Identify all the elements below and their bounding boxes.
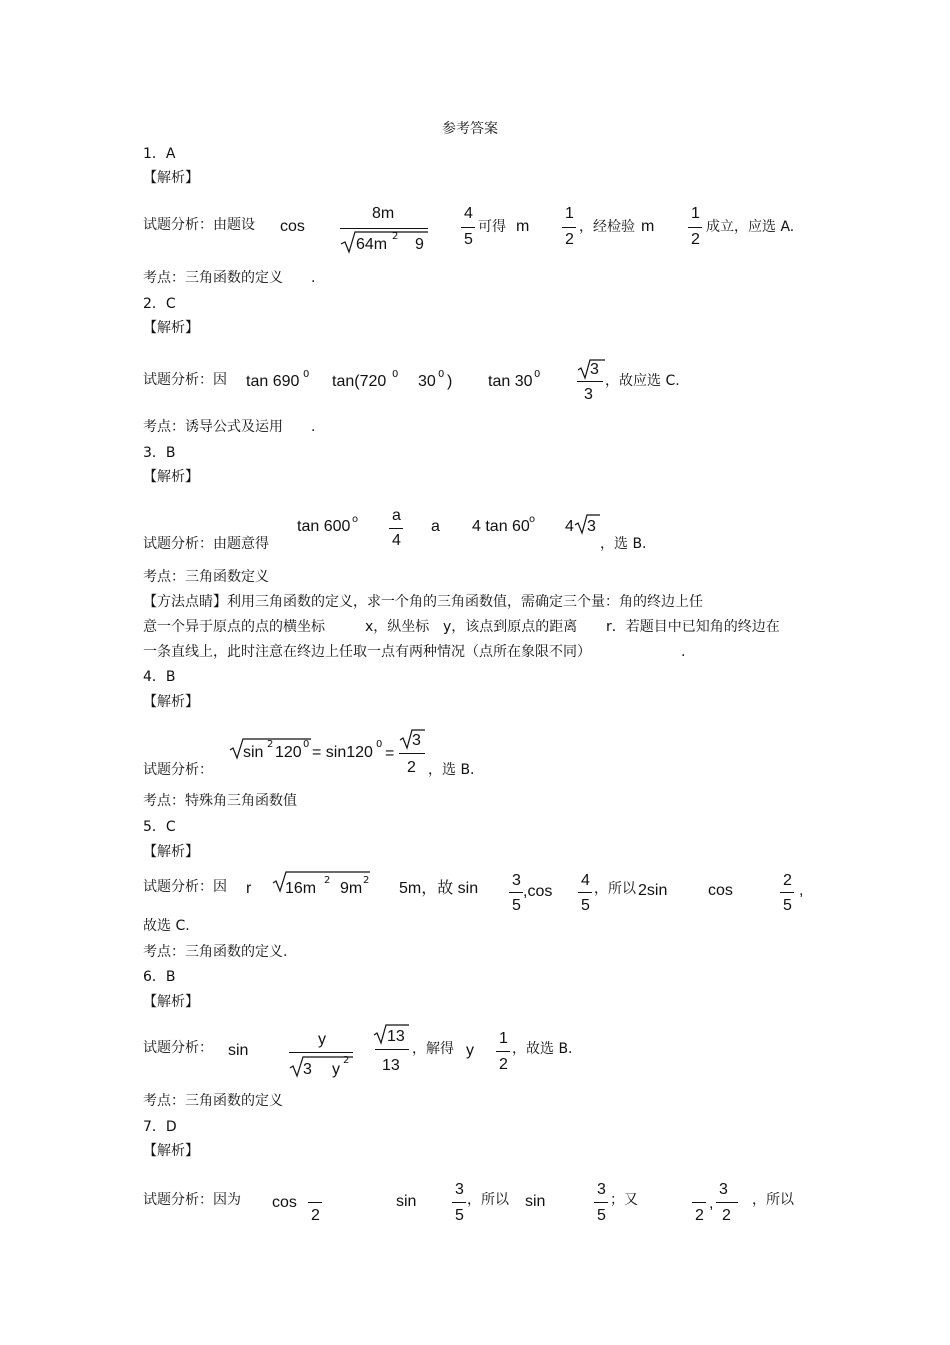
frac-den: 5 [783, 897, 792, 914]
math: ) [447, 373, 453, 390]
text: ，选 B. [600, 536, 647, 552]
text: 成立，应选 A. [706, 219, 795, 235]
superscript: 2 [392, 231, 399, 242]
fraction-bar [461, 227, 475, 228]
text: ，所以 [594, 881, 636, 897]
degree: o [352, 514, 359, 525]
text: ，经检验 [579, 219, 635, 235]
frac-den: 5 [581, 897, 590, 914]
frac-den: 3 [584, 386, 593, 403]
text: ，解得 [412, 1041, 454, 1057]
numerator: 8m [372, 205, 395, 222]
frac-den: 5 [597, 1207, 606, 1224]
superscript: 2 [267, 739, 274, 750]
fraction-bar [577, 381, 603, 382]
method-line-1: 【方法点睛】利用三角函数的定义，求一个角的三角函数值，需确定三个量：角的终边上任 [143, 594, 703, 610]
math: sin [396, 1193, 417, 1210]
degree: o [529, 514, 536, 525]
radicand: 3 [303, 1061, 312, 1078]
frac-den: 5 [512, 897, 521, 914]
frac-den: 2 [722, 1207, 731, 1224]
frac-num: 3 [512, 872, 521, 889]
kaodian: 考点：诱导公式及运用 [143, 419, 283, 435]
math: sin [525, 1193, 546, 1210]
math: tan(720 [332, 373, 387, 390]
frac-num: 1 [565, 205, 574, 222]
analysis-label: 试题分析：因为 [143, 1192, 241, 1208]
text: ，故选 B. [512, 1041, 573, 1057]
dot: . [311, 270, 316, 286]
frac-num: 4 [464, 205, 473, 222]
radicand: 16m [285, 880, 317, 897]
jiexi-label: 【解析】 [143, 320, 199, 336]
analysis-label: 试题分析： [143, 762, 213, 778]
math: tan 690 [246, 373, 300, 390]
radicand: 3 [590, 361, 599, 378]
fraction-bar [308, 1202, 322, 1203]
text: ，所以 [467, 1192, 509, 1208]
text: ，故应选 C. [605, 373, 680, 389]
math: sin [243, 744, 264, 761]
frac-den: 5 [464, 231, 473, 248]
frac-num: 2 [783, 872, 792, 889]
text: ，所以 [752, 1192, 794, 1208]
superscript: 2 [363, 875, 370, 886]
fraction-bar [375, 1049, 409, 1050]
kaodian: 考点：三角函数的定义 [143, 1093, 283, 1109]
fraction-bar [496, 1051, 510, 1052]
method-line-2: 意一个异于原点的点的横坐标 [143, 619, 325, 635]
answer-1: 1．A [143, 146, 176, 162]
math: tan 600 [297, 518, 351, 535]
radicand: 64m [356, 236, 388, 253]
math: 30 [418, 373, 436, 390]
jiexi-label: 【解析】 [143, 469, 199, 485]
math: = sin120 [312, 744, 373, 761]
fraction-bar [692, 1202, 706, 1203]
fraction-bar [289, 1052, 353, 1053]
degree: 0 [303, 739, 310, 750]
equals: = [385, 745, 395, 762]
fraction-bar [389, 528, 403, 529]
math: 4 [565, 518, 574, 535]
kaodian: 考点：三角函数定义 [143, 569, 269, 585]
frac-den: 2 [499, 1056, 508, 1073]
math: cos [272, 1194, 297, 1211]
fraction-bar [716, 1202, 738, 1203]
math: 120 [275, 744, 302, 761]
var-m: m [516, 218, 530, 235]
jiexi-label: 【解析】 [143, 170, 199, 186]
answer-2: 2．C [143, 296, 176, 312]
comma: , [709, 1195, 714, 1212]
analysis-label: 试题分析：因 [143, 372, 227, 388]
comma: , [799, 882, 804, 899]
math: cos [708, 882, 733, 899]
method-line-2y: y，该点到原点的距离 [443, 619, 578, 635]
radicand-9: 9 [415, 236, 424, 253]
method-line-2r: r．若题目中已知角的终边在 [606, 619, 780, 635]
answer-5: 5．C [143, 819, 176, 835]
answer-6: 6．B [143, 969, 176, 985]
fraction-bar [452, 1202, 466, 1203]
fraction-bar [780, 892, 794, 893]
fraction-bar [562, 227, 576, 228]
frac-num: 4 [581, 872, 590, 889]
answer-7: 7．D [143, 1119, 177, 1135]
math: 4 tan 60 [472, 518, 530, 535]
method-line-3: 一条直线上，此时注意在终边上任取一点有两种情况（点所在象限不同） [143, 644, 591, 660]
jiexi-label: 【解析】 [143, 844, 199, 860]
frac-num: y [318, 1031, 326, 1048]
radicand: 9m [340, 880, 363, 897]
frac-den: 5 [455, 1207, 464, 1224]
radicand: 13 [387, 1028, 405, 1045]
degree: 0 [376, 739, 383, 750]
frac-den: 2 [311, 1207, 320, 1224]
math: sin [228, 1042, 249, 1059]
math-cos: cos [280, 218, 305, 235]
frac-num: a [392, 507, 401, 524]
frac-den: 2 [691, 231, 700, 248]
radicand: 3 [412, 732, 421, 749]
var-m: m [641, 218, 655, 235]
frac-den: 2 [695, 1207, 704, 1224]
frac-num: 3 [719, 1181, 728, 1198]
analysis-label: 试题分析：由题设 [143, 217, 255, 233]
math: ,cos [523, 883, 553, 900]
text: ，选 B. [428, 762, 475, 778]
analysis-label: 试题分析：因 [143, 879, 227, 895]
superscript: 2 [343, 1055, 350, 1066]
frac-num: 3 [455, 1181, 464, 1198]
frac-den: 2 [565, 231, 574, 248]
kaodian: 考点：特殊角三角函数值 [143, 793, 297, 809]
fraction-bar [340, 228, 428, 229]
answer-3: 3．B [143, 445, 176, 461]
frac-den: 2 [407, 759, 416, 776]
fraction-bar [509, 892, 523, 893]
superscript: 2 [324, 875, 331, 886]
var-r: r [246, 880, 252, 897]
jiexi-label: 【解析】 [143, 994, 199, 1010]
kaodian: 考点：三角函数的定义. [143, 944, 288, 960]
degree: 0 [438, 369, 445, 380]
degree: 0 [303, 369, 310, 380]
frac-num: 3 [597, 1181, 606, 1198]
degree: 0 [534, 369, 541, 380]
radicand: y [332, 1061, 340, 1078]
fraction-bar [688, 227, 702, 228]
fraction-bar [399, 753, 425, 754]
text: ；又 [610, 1192, 638, 1208]
dot: . [311, 419, 316, 435]
answer-4: 4．B [143, 669, 176, 685]
var-a: a [431, 518, 440, 535]
math: 2sin [638, 882, 668, 899]
conclusion: 故选 C. [143, 918, 190, 934]
jiexi-label: 【解析】 [143, 1143, 199, 1159]
analysis-label: 试题分析：由题意得 [143, 536, 269, 552]
text: 可得 [478, 219, 506, 235]
kaodian: 考点：三角函数的定义 [143, 270, 283, 286]
jiexi-label: 【解析】 [143, 694, 199, 710]
degree: 0 [392, 369, 399, 380]
var-y: y [466, 1042, 474, 1059]
frac-num: 1 [691, 205, 700, 222]
method-line-2x: x，纵坐标 [365, 619, 430, 635]
frac-den: 13 [382, 1057, 400, 1074]
frac-num: 1 [499, 1030, 508, 1047]
math: 5m，故 sin [399, 880, 479, 897]
fraction-bar [594, 1202, 608, 1203]
radicand: 3 [587, 518, 596, 535]
analysis-label: 试题分析： [143, 1040, 213, 1056]
page-title: 参考答案 [442, 121, 498, 137]
math: tan 30 [488, 373, 533, 390]
frac-den: 4 [392, 532, 401, 549]
fraction-bar [578, 892, 592, 893]
dot: . [681, 644, 686, 660]
